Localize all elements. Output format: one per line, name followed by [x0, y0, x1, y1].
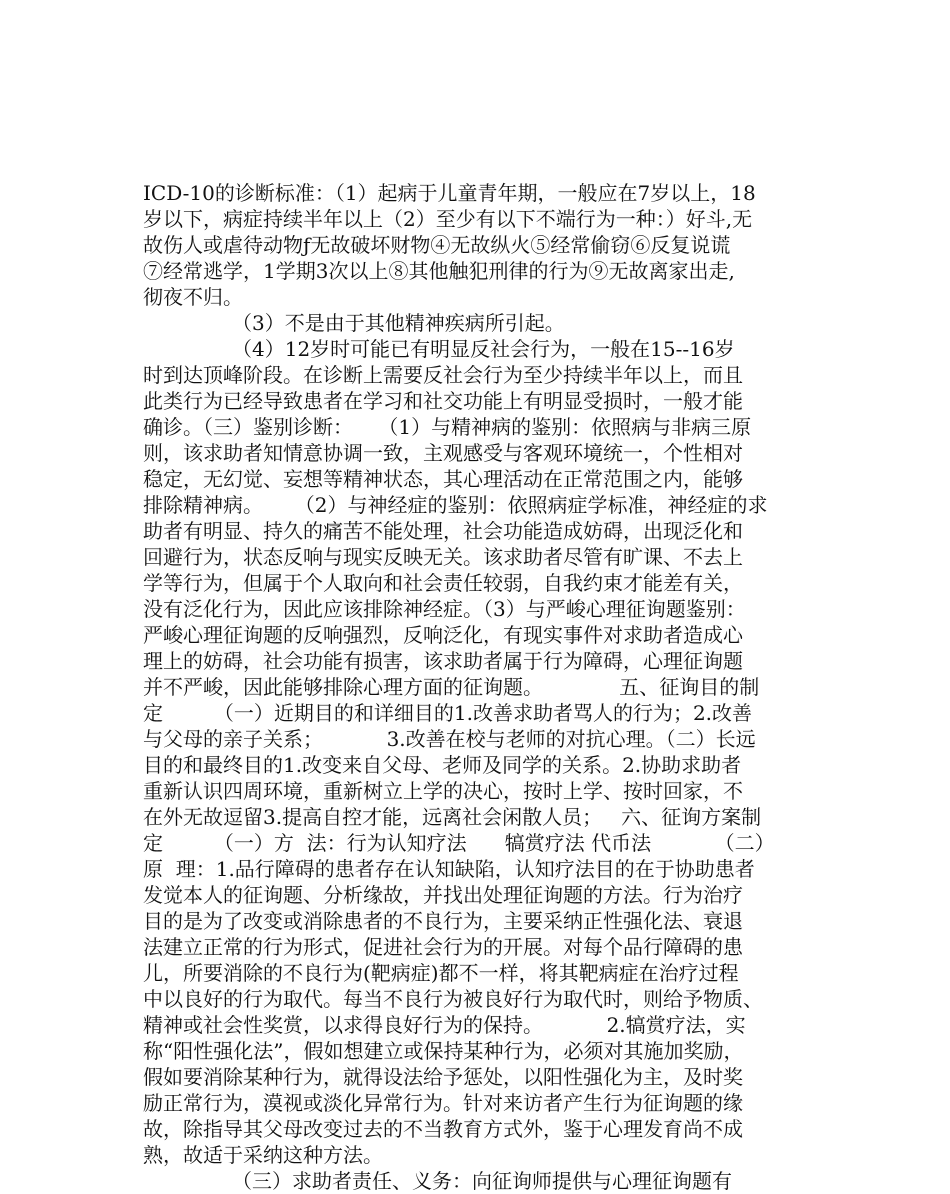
text-line: 在外无故逗留3.提高自控才能，远离社会闲散人员； 六、征询方案制: [143, 805, 762, 829]
text-line: 中以良好的行为取代。每当不良行为被良好行为取代时，则给予物质、: [143, 987, 763, 1011]
text-line: 岁以下，病症持续半年以上（2）至少有以下不端行为一种：）好斗,无: [143, 207, 753, 231]
text-line: 则，该求助者知情意协调一致，主观感受与客观环境统一，个性相对: [143, 441, 743, 465]
text-line: 确诊。（三）鉴别诊断： （1）与精神病的鉴别：依照病与非病三原: [143, 415, 752, 439]
text-line: 精神或社会性奖赏，以求得良好行为的保持。 2.犒赏疗法，实: [143, 1013, 746, 1037]
text-line: 励正常行为，漠视或淡化异常行为。针对来访者产生行为征询题的缘: [143, 1091, 743, 1115]
text-line: 假如要消除某种行为，就得设法给予惩处，以阳性强化为主，及时奖: [143, 1065, 743, 1089]
text-line: 并不严峻，因此能够排除心理方面的征询题。 五、征询目的制: [143, 675, 760, 699]
text-line: 称“阳性强化法”，假如想建立或保持某种行为，必须对其施加奖励，: [143, 1039, 744, 1063]
text-line: ICD-10的诊断标准：（1）起病于儿童青年期，一般应在7岁以上，18: [143, 181, 756, 205]
text-line: 没有泛化行为，因此应该排除神经症。（3）与严峻心理征询题鉴别：: [143, 597, 746, 621]
text-line: 故伤人或虐待动物ƒ无故破坏财物④无故纵火⑤经常偷窃⑥反复说谎: [143, 233, 731, 257]
text-line: 时到达顶峰阶段。在诊断上需要反社会行为至少持续半年以上，而且: [143, 363, 743, 387]
text-line: 此类行为已经导致患者在学习和社交功能上有明显受损时，一般才能: [143, 389, 743, 413]
document-body: [143, 180, 813, 1194]
text-line: 故，除指导其父母改变过去的不当教育方式外，鉴于心理发育尚不成: [143, 1117, 743, 1141]
text-line: 回避行为，状态反响与现实反映无关。该求助者尽管有旷课、不去上: [143, 545, 743, 569]
text-line: （3）不是由于其他精神疾病所引起。: [143, 311, 565, 335]
text-line: 熟，故适于采纳这种方法。: [143, 1143, 383, 1167]
text-line: 理上的妨碍，社会功能有损害，该求助者属于行为障碍，心理征询题: [143, 649, 743, 673]
text-line: 定 （一）近期目的和详细目的1.改善求助者骂人的行为；2.改善: [143, 701, 753, 725]
text-line: 严峻心理征询题的反响强烈，反响泛化，有现实事件对求助者造成心: [143, 623, 743, 647]
text-line: 与父母的亲子关系； 3.改善在校与老师的对抗心理。（二）长远: [143, 727, 756, 751]
text-line: 儿，所要消除的不良行为(靶病症)都不一样，将其靶病症在治疗过程: [143, 961, 739, 985]
text-line: 排除精神病。 （2）与神经症的鉴别：依照病症学标准，神经症的求: [143, 493, 768, 517]
text-line: （三）求助者责任、义务：向征询师提供与心理征询题有: [143, 1169, 733, 1193]
text-line: 定 （一）方 法：行为认知疗法 犒赏疗法 代币法 （二）: [143, 831, 775, 855]
text-line: 发觉本人的征询题、分析缘故，并找出处理征询题的方法。行为治疗: [143, 883, 743, 907]
text-line: （4）12岁时可能已有明显反社会行为，一般在15--16岁: [143, 337, 735, 361]
text-line: 助者有明显、持久的痛苦不能处理，社会功能造成妨碍，出现泛化和: [143, 519, 743, 543]
text-line: 彻夜不归。: [143, 285, 243, 309]
text-line: 法建立正常的行为形式，促进社会行为的开展。对每个品行障碍的患: [143, 935, 743, 959]
text-line: 稳定，无幻觉、妄想等精神状态，其心理活动在正常范围之内，能够: [143, 467, 743, 491]
text-line: 原 理：1.品行障碍的患者存在认知缺陷，认知疗法目的在于协助患者: [143, 857, 755, 881]
text-line: ⑦经常逃学，1学期3次以上⑧其他触犯刑律的行为⑨无故离家出走,: [143, 259, 735, 283]
text-line: 学等行为，但属于个人取向和社会责任较弱，自我约束才能差有关，: [143, 571, 743, 595]
text-line: 目的和最终目的1.改变来自父母、老师及同学的关系。2.协助求助者: [143, 753, 742, 777]
text-line: 目的是为了改变或消除患者的不良行为，主要采纳正性强化法、衰退: [143, 909, 743, 933]
text-line: 重新认识四周环境，重新树立上学的决心，按时上学、按时回家，不: [143, 779, 743, 803]
